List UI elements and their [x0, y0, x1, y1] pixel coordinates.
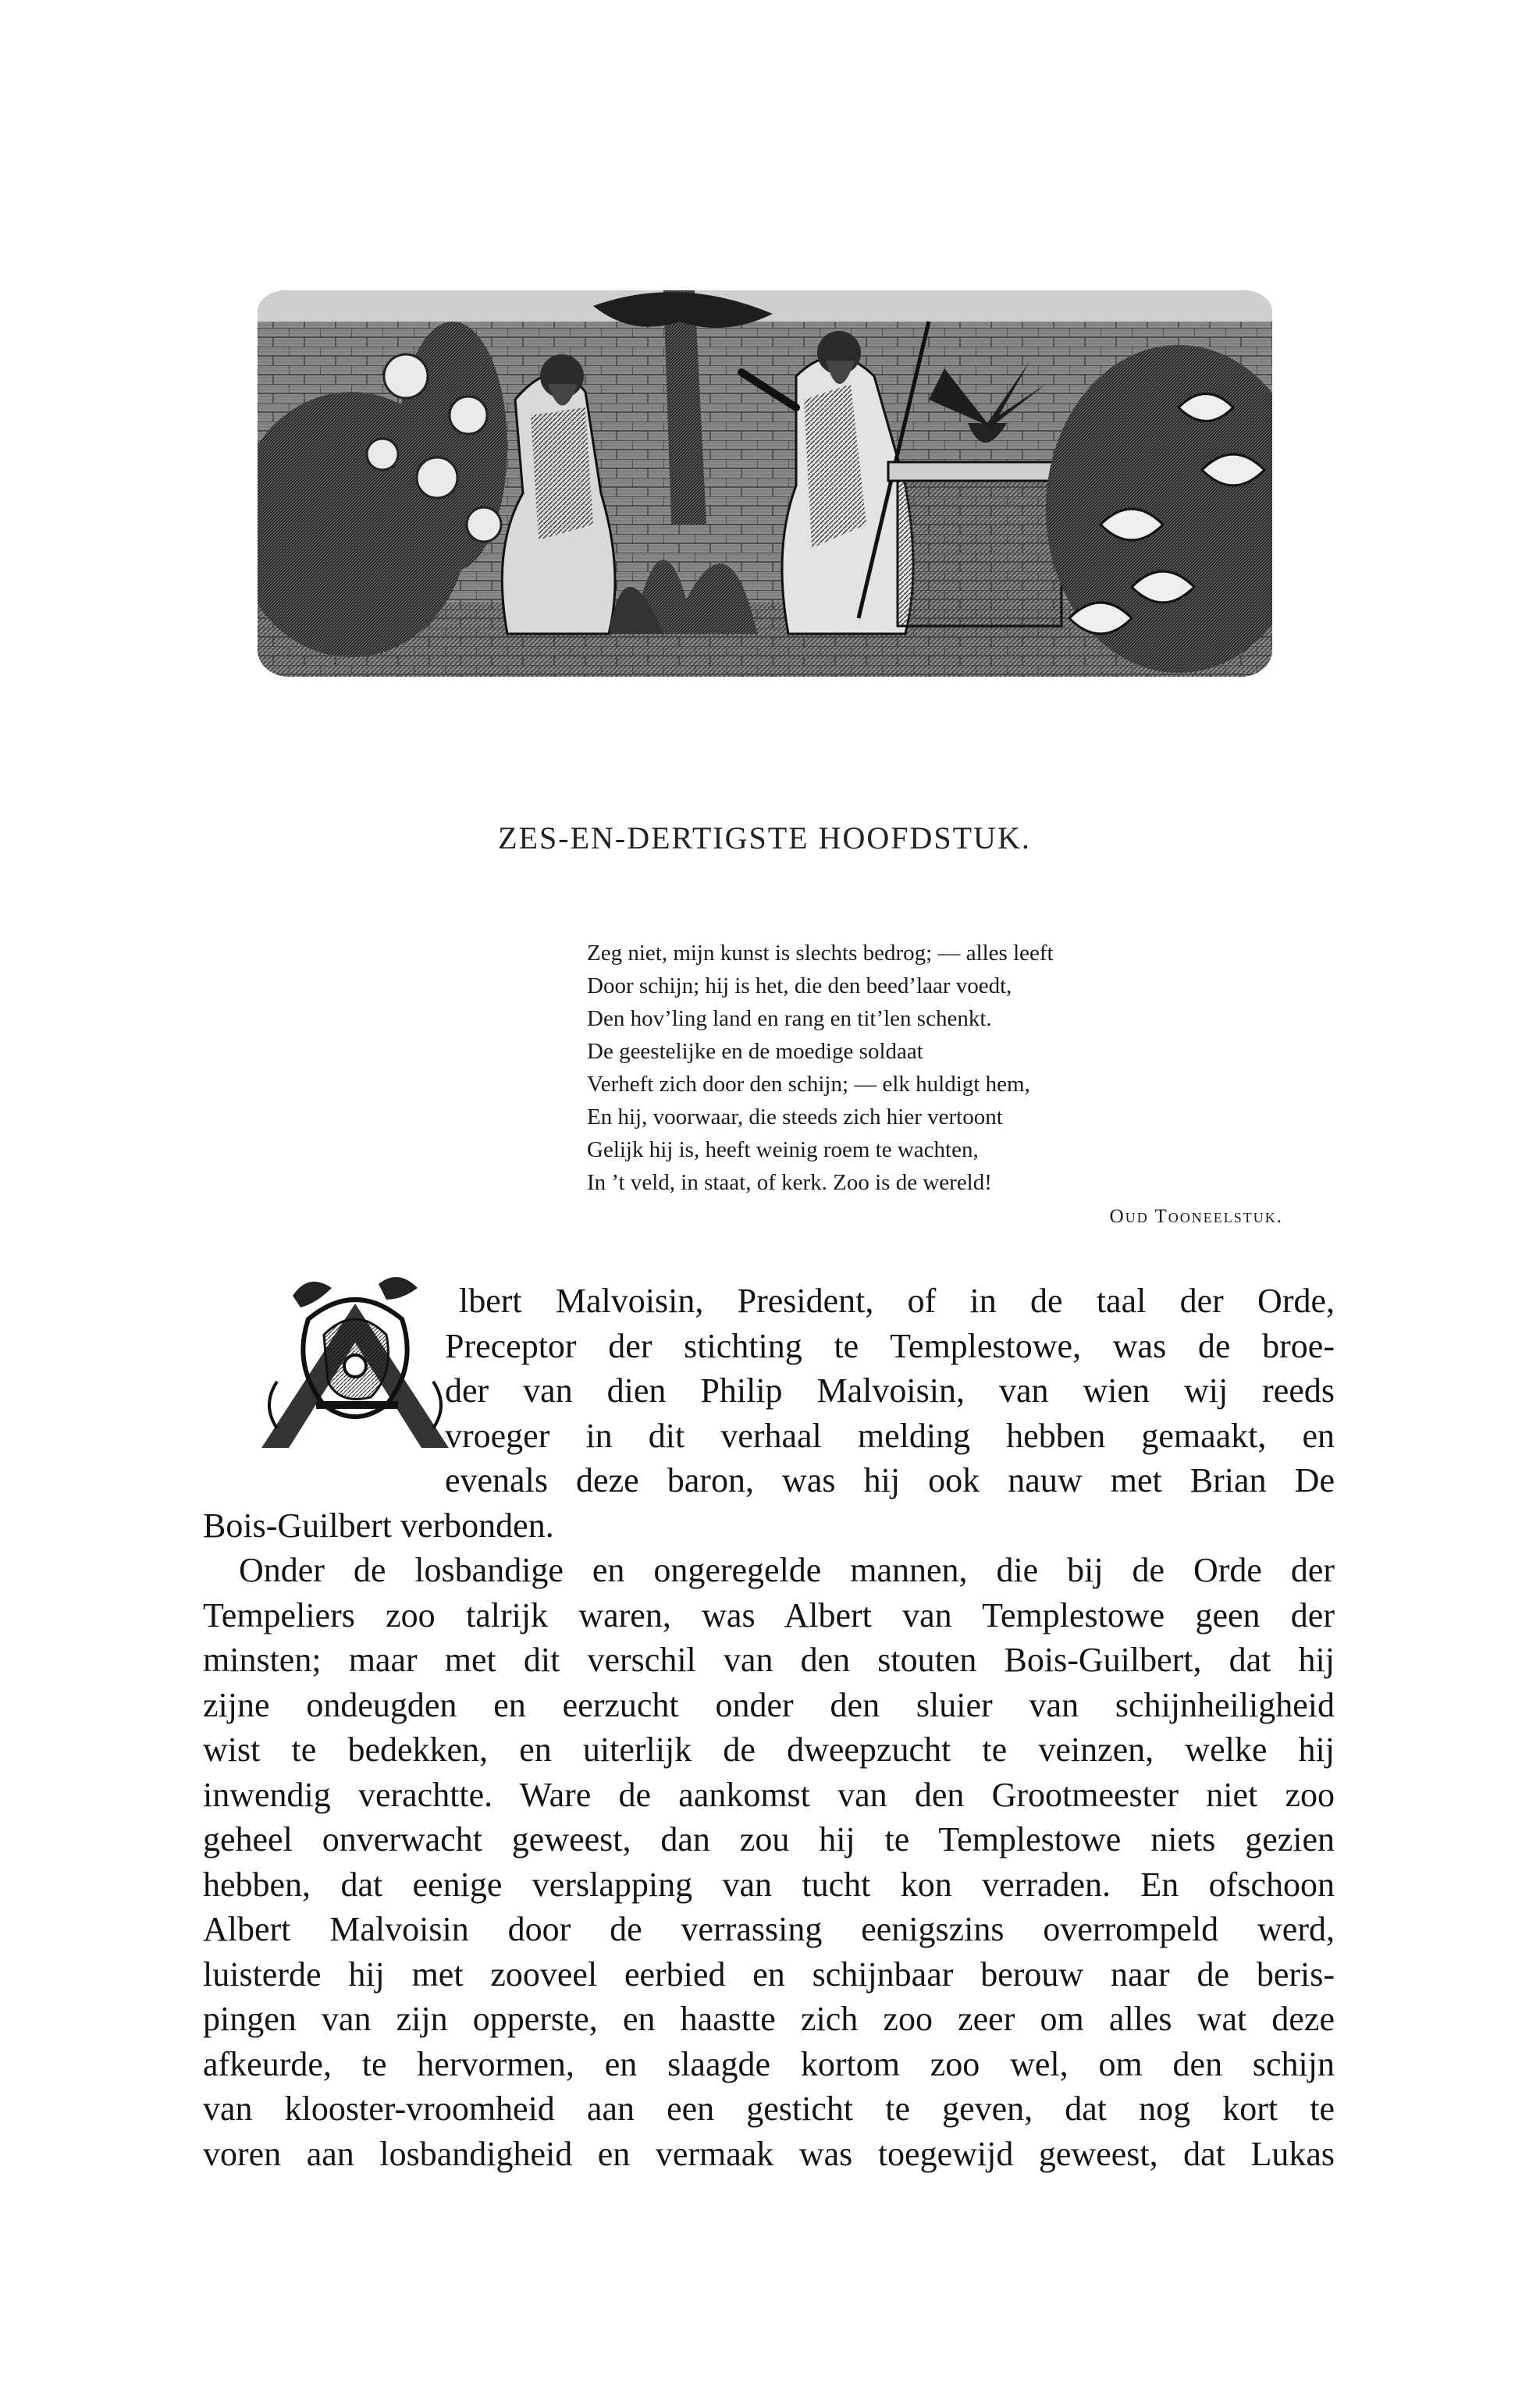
dropcap-letter: A [355, 1440, 356, 1441]
chapter-body-text [203, 1279, 1335, 2176]
epigraph-line: Den hov’ling land en rang en tit’len schenkt. [587, 1006, 992, 1031]
body-line: Onder de losbandige en ongeregelde mannen, die bij de Orde der [239, 1551, 1335, 1589]
epigraph-line: De geestelijke en de moedige soldaat [587, 1039, 923, 1064]
chapter-header-illustration [258, 290, 1272, 677]
chapter-title: ZES-EN-DERTIGSTE HOOFDSTUK. [498, 820, 1031, 855]
body-line: Albert Malvoisin door de verrassing eenigszins overrompeld werd, [203, 1910, 1335, 1948]
body-line: luisterde hij met zooveel eerbied en schijnbaar berouw naar de beris- [203, 1954, 1335, 1994]
body-line: zijne ondeugden en eerzucht onder den sluier van schijnheiligheid [203, 1685, 1335, 1724]
body-line: geheel onverwacht geweest, dan zou hij te Templestowe niets gezien [203, 1820, 1335, 1858]
body-line: minsten; maar met dit verschil van den stouten Bois-Guilbert, dat hij [203, 1641, 1335, 1679]
body-line: vroeger in dit verhaal melding hebben gemaakt, en [445, 1416, 1335, 1455]
epigraph-line: Verheft zich door den schijn; — elk huldigt hem, [587, 1072, 1030, 1097]
epigraph-line: Gelijk hij is, heeft weinig roem te wachten, [587, 1137, 979, 1162]
body-line: hebben, dat eenige verslapping van tucht kon verraden. En ofschoon [203, 1865, 1335, 1904]
engraving-two-templars-in-garden [258, 290, 1272, 677]
body-line: voren aan losbandigheid en vermaak was toegewijd geweest, dat Lukas [203, 2134, 1335, 2173]
body-line: pingen van zijn opperste, en haastte zich zoo zeer om alles wat deze [203, 2000, 1335, 2038]
body-line: evenals deze baron, was hij ook nauw met Brian De [445, 1461, 1335, 1499]
body-line: der van dien Philip Malvoisin, van wien wij reeds [445, 1371, 1335, 1410]
stone-pedestal [898, 470, 1061, 626]
epigraph [587, 937, 1297, 1233]
body-line: Bois-Guilbert verbonden. [203, 1506, 554, 1545]
epigraph-attribution: Oud Tooneelstuk. [1109, 1206, 1283, 1227]
epigraph-line: En hij, voorwaar, die steeds zich hier vertoont [587, 1104, 1003, 1129]
epigraph-line: Zeg niet, mijn kunst is slechts bedrog; — alles leeft [587, 941, 1054, 966]
body-line: Preceptor der stichting te Templestowe, was de broe- [445, 1326, 1335, 1365]
body-line: wist te bedekken, en uiterlijk de dweepzucht te veinzen, welke hij [203, 1730, 1335, 1769]
body-line: van klooster-vroomheid aan een gesticht te geven, dat nog kort te [203, 2090, 1335, 2128]
body-line: inwendig verachtte. Ware de aankomst van den Grootmeester niet zoo [203, 1775, 1335, 1814]
epigraph-line: In ’t veld, in staat, of kerk. Zoo is de wereld! [587, 1170, 992, 1195]
body-line: lbert Malvoisin, President, of in de taal der Orde, [459, 1282, 1335, 1320]
body-line: Tempeliers zoo talrijk waren, was Albert van Templestowe geen der [203, 1595, 1335, 1634]
body-line: afkeurde, te hervormen, en slaagde kortom zoo wel, om den schijn [203, 2044, 1335, 2083]
epigraph-line: Door schijn; hij is het, die den beed’laar voedt, [587, 973, 1012, 998]
